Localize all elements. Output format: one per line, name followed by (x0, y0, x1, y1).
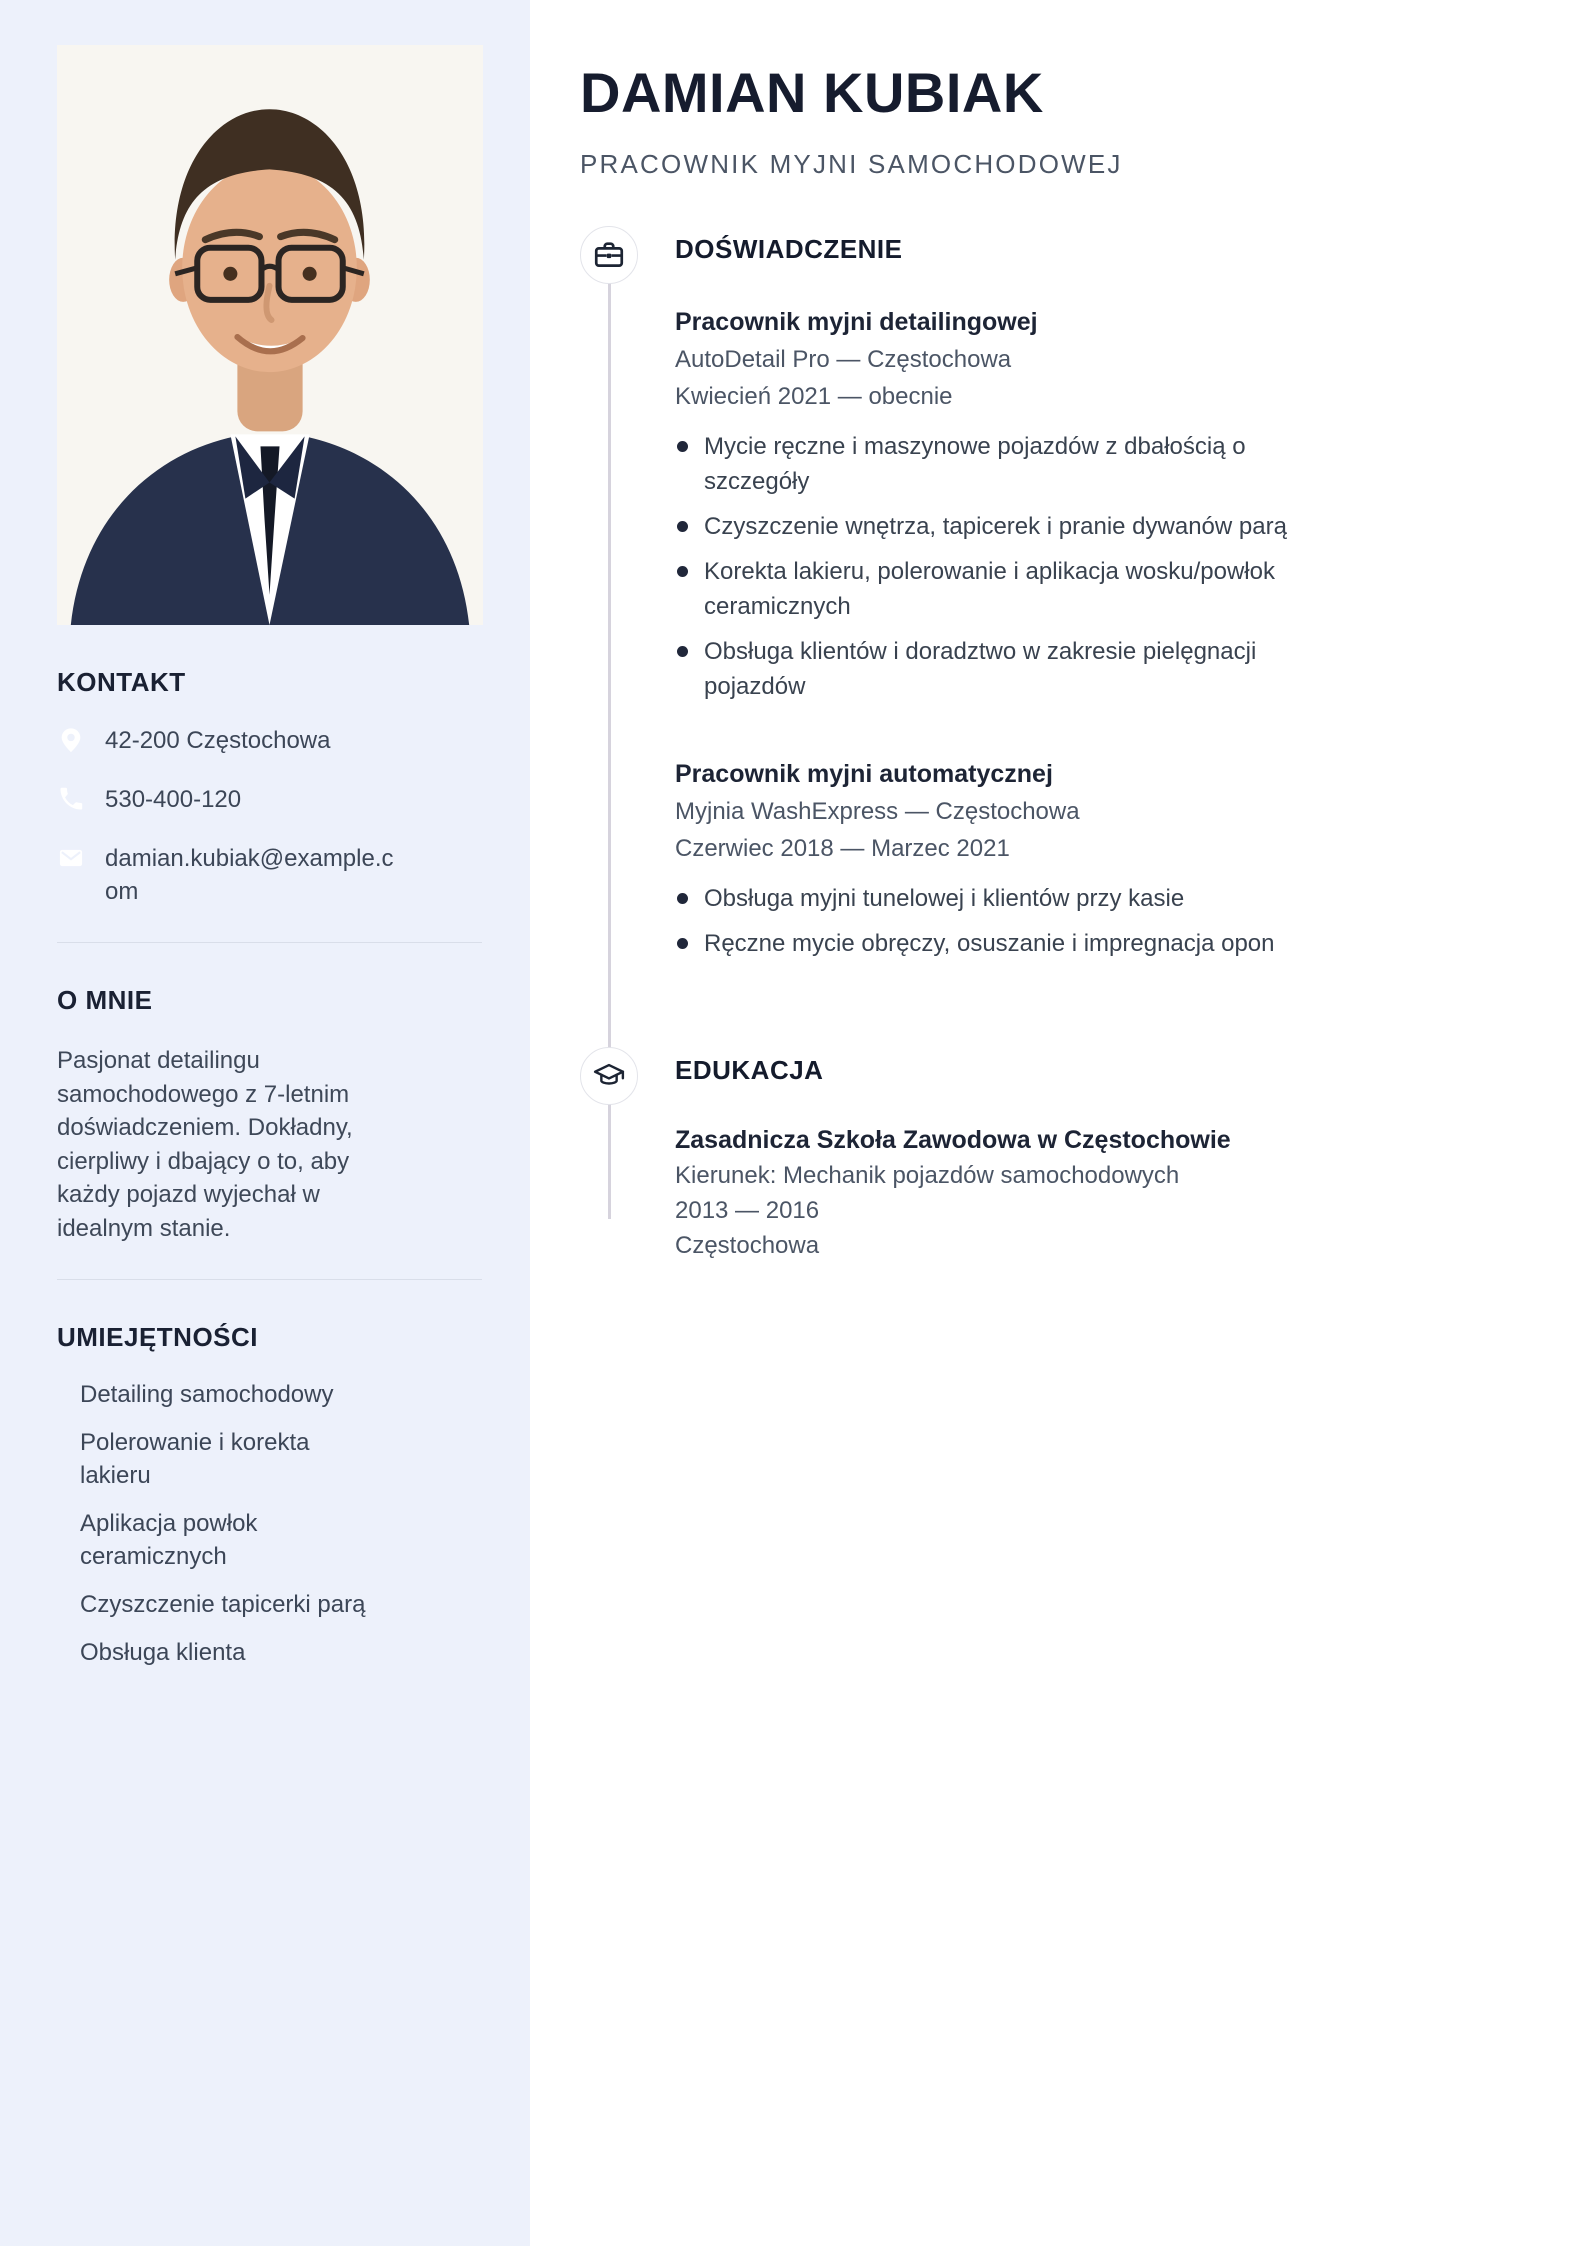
education-section (580, 1047, 1548, 1263)
contact-phone: 530-400-120 (105, 786, 242, 813)
education-entry (675, 1123, 1231, 1263)
briefcase-icon (592, 238, 626, 272)
profile-photo (57, 45, 483, 625)
job-dates: Czerwiec 2018 — Marzec 2021 (675, 834, 1010, 862)
job-subtitle: PRACOWNIK MYJNI SAMOCHODOWEJ (580, 148, 1123, 179)
phone-icon (57, 785, 85, 813)
job-bullet: Mycie ręczne i maszynowe pojazdów z dbałością o szczegóły (675, 429, 1315, 499)
job-bullet: Korekta lakieru, polerowanie i aplikacja wosku/powłok ceramicznych (675, 554, 1315, 624)
graduation-cap-icon (592, 1059, 626, 1093)
about-heading: O MNIE (57, 985, 153, 1015)
education-content (675, 1047, 1231, 1263)
education-circle (580, 1047, 638, 1105)
skill-item: Obsługa klienta (80, 1639, 246, 1666)
job-company: Myjnia WashExpress — Częstochowa (675, 797, 1080, 825)
job-title: Pracownik myjni detailingowej (675, 307, 1038, 336)
main-column (530, 0, 1588, 2246)
contact-address: 42-200 Częstochowa (105, 727, 331, 754)
job-bullets (675, 429, 1315, 704)
contact-item-phone (57, 783, 482, 816)
skills-heading: UMIEJĘTNOŚCI (57, 1322, 259, 1352)
location-pin-icon (57, 726, 85, 754)
education-school: Zasadnicza Szkoła Zawodowa w Częstochowie (675, 1125, 1231, 1154)
education-field: Kierunek: Mechanik pojazdów samochodowych (675, 1161, 1180, 1189)
job-dates: Kwiecień 2021 — obecnie (675, 382, 953, 410)
sidebar (0, 0, 530, 2246)
job-entry (675, 756, 1315, 961)
skills-list (57, 1378, 482, 1669)
job-bullets (675, 881, 1315, 961)
experience-content (675, 226, 1315, 971)
contact-item-address (57, 724, 482, 757)
education-icon-cell (580, 1047, 675, 1105)
skill-item: Aplikacja powłok ceramicznych (80, 1510, 258, 1570)
page-title: DAMIAN KUBIAK (580, 61, 1044, 124)
education-heading: EDUKACJA (675, 1054, 824, 1085)
about-text: Pasjonat detailingu samochodowego z 7-letnim doświadczeniem. Dokładny, cierpliwy i dbający o to, aby każdy pojazd wyjechał w idealnym stanie. (57, 1047, 353, 1242)
skill-item: Polerowanie i korekta lakieru (80, 1429, 310, 1489)
experience-heading: DOŚWIADCZENIE (675, 233, 903, 264)
timeline (580, 226, 1548, 1263)
job-company: AutoDetail Pro — Częstochowa (675, 345, 1012, 373)
contact-email: damian.kubiak@example.com (105, 845, 394, 905)
experience-section (580, 226, 1548, 971)
sidebar-divider (57, 1279, 482, 1280)
contact-heading: KONTAKT (57, 667, 186, 697)
contact-item-email (57, 842, 482, 908)
job-title: Pracownik myjni automatycznej (675, 759, 1053, 788)
skill-item: Detailing samochodowy (80, 1381, 334, 1408)
education-dates: 2013 — 2016 (675, 1196, 820, 1224)
skill-item: Czyszczenie tapicerki parą (80, 1591, 366, 1618)
experience-icon-cell (580, 226, 675, 284)
job-bullet: Obsługa klientów i doradztwo w zakresie pielęgnacji pojazdów (675, 634, 1315, 704)
experience-circle (580, 226, 638, 284)
sidebar-divider (57, 942, 482, 943)
education-location: Częstochowa (675, 1231, 820, 1259)
job-bullet: Obsługa myjni tunelowej i klientów przy kasie (675, 881, 1315, 916)
job-bullet: Czyszczenie wnętrza, tapicerek i pranie dywanów parą (675, 509, 1315, 544)
job-bullet: Ręczne mycie obręczy, osuszanie i impregnacja opon (675, 926, 1315, 961)
portrait-illustration (57, 45, 483, 625)
contact-list (57, 724, 482, 908)
envelope-icon (57, 844, 85, 872)
job-entry (675, 304, 1315, 704)
